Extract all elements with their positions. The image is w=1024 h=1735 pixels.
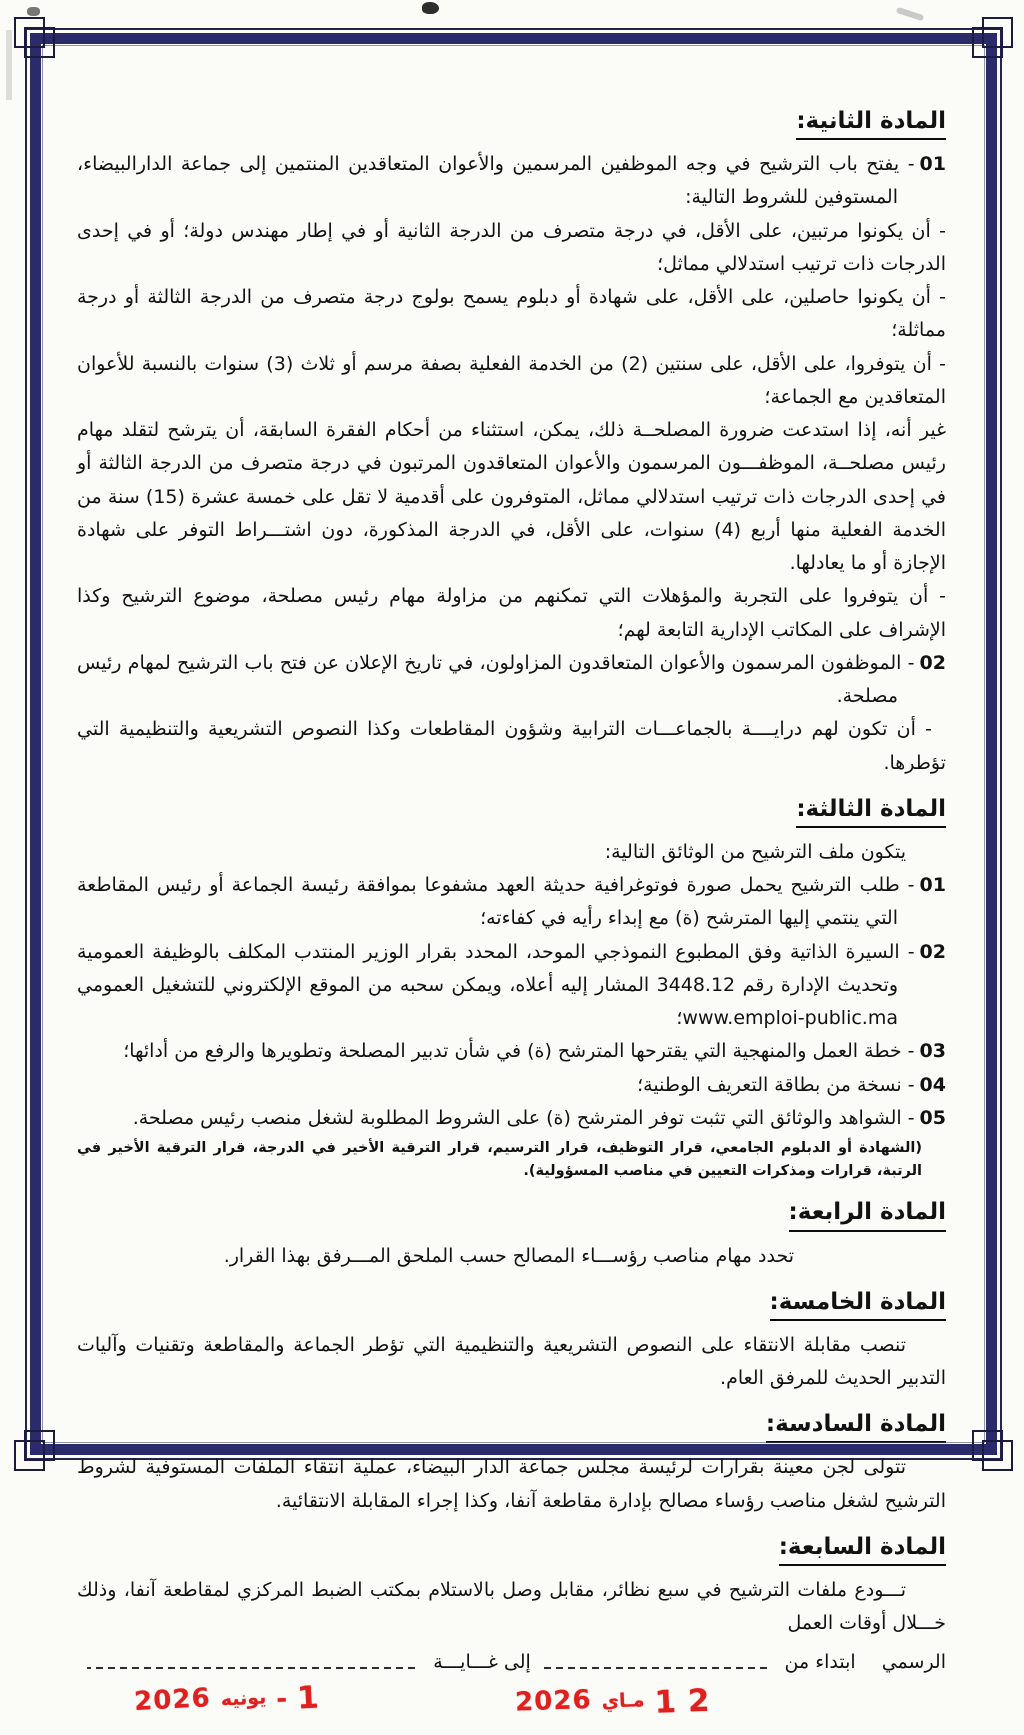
article-section-2 — [77, 106, 946, 780]
article-section-7 — [77, 1532, 946, 1721]
paragraph: - أن يكونوا مرتبين، على الأقل، في درجة متصرف من الدرجة الثانية أو في إطار مهندس دولة؛ أو في إحدى الدرجات ذات ترتيب استدلالي مماثل؛ — [77, 219, 946, 275]
paragraph: تنصب مقابلة الانتقاء على النصوص التشريعية والتنظيمية التي تؤطر الجماعة والمقاطعة وتقنيات وآليات التدبير الحديث للمرفق العام. — [77, 1333, 946, 1390]
corner-ornament — [972, 27, 1003, 58]
paragraph: 04- نسخة من بطاقة التعريف الوطنية؛ — [637, 1073, 946, 1096]
paragraph: - أن يتوفروا، على الأقل، على سنتين (2) من الخدمة الفعلية بصفة مرسم أو ثلاث (3) سنوات بالنسبة للأعوان المتعاقدين مع الجماعة؛ — [77, 352, 947, 408]
paragraph: تحدد مهام مناصب رؤســـاء المصالح حسب الملحق المـــرفق بهذا القرار. — [223, 1244, 794, 1267]
paragraph: 02- السيرة الذاتية وفق المطبوع النموذجي الموحد، المحدد بقرار الوزير المنتدب المكلف بالوظيفة العمومية وتحديث الإدارة رقم 3448.12 المشار إليه أعلاه، ويمكن سحبه من الموقع الإلكتروني للتشغيل العمومي www.emploi-public.ma؛ — [77, 940, 946, 1030]
paragraph: غير أنه، إذا استدعت ضرورة المصلحــة ذلك، يمكن، استثناء من أحكام الفقرة السابقة، أن يترشح لتقلد مهام رئيس مصلحــة، الموظفـــون المرسمون والأعوان المتعاقدون المرتبون في درجة متصرف من الدرجة الثالثة أو في إحدى الدرجات ذات ترتيب استدلالي مماثل، المتوفرون على أقدمية لا تقل على خمسة عشرة (15) سنة من الخدمة الفعلية منها أربع (4) سنوات، على الأقل، في الدرجة المذكورة، دون اشتـــراط التوفر على شهادة الإجازة أو ما يعادلها. — [77, 419, 946, 575]
paragraph: 05- الشواهد والوثائق التي تثبت توفر المترشح (ة) على الشروط المطلوبة لشغل منصب رئيس مصلحة. — [132, 1106, 946, 1129]
corner-ornament — [972, 1430, 1003, 1461]
paragraph: 03- خطة العمل والمنهجية التي يقترحها المترشح (ة) في شأن تدبير المصلحة وتطويرها والرفع من أدائها؛ — [123, 1040, 946, 1063]
article-section-3 — [77, 794, 946, 1184]
dashed-blank-to — [87, 1667, 415, 1718]
corner-ornament — [24, 1430, 55, 1461]
item-number: 05 — [919, 1106, 946, 1129]
date-stamp-from — [514, 1666, 722, 1727]
paragraph: تتولى لجن معينة بقرارات لرئيسة مجلس جماعة الدار البيضاء، عملية انتقاء الملفات المستوفية لشروط الترشيح لشغل مناصب رؤساء مصالح بإدارة مقاطعة آنفا، وكذا إجراء المقابلة الانتقائية. — [77, 1456, 946, 1512]
documents-note: (الشهادة أو الدبلوم الجامعي، قرار التوظيف، قرار الترسيم، قرار الترقية الأخير في الدرجة، قرار الترقية الأخير في الرتبة، قرارات ومذكرات التعيين في مناصب المسؤولية). — [77, 1140, 922, 1180]
item-number: 02 — [919, 651, 946, 674]
paragraph: - أن تكون لهم درايــــة بالجماعـــات الترابية وشؤون المقاطعات وكذا النصوص التشريعية والتنظيمية التي تؤطرها. — [77, 718, 946, 774]
article-section-5 — [77, 1287, 946, 1396]
stamp-month: مـاي — [601, 1689, 646, 1713]
dateline-from-label: ابتداء من — [784, 1651, 856, 1674]
stamp-year: 2026 — [133, 1683, 212, 1718]
paragraph: - أن يتوفروا على التجربة والمؤهلات التي تمكنهم من مزاولة مهام رئيس مصلحة، موضوع الترشيح وكذا الإشراف على المكاتب الإدارية التابعة لهم؛ — [77, 585, 946, 641]
item-number: 03 — [919, 1040, 946, 1063]
article-section-6 — [77, 1409, 946, 1518]
item-number: 04 — [919, 1073, 946, 1096]
paragraph: تـــودع ملفات الترشيح في سبع نظائر، مقابل وصل بالاستلام بمكتب الضبط المركزي لمقاطعة آنفا، وذلك خـــلال أوقات العمل — [77, 1578, 946, 1635]
article-section-4 — [77, 1197, 946, 1272]
paragraph: 01- طلب الترشيح يحمل صورة فوتوغرافية حديثة العهد مشفوعا بموافقة رئيسة الجماعة أو رئيس المقاطعة التي ينتمي إليها المترشح (ة) مع إبداء رأيه في كفاءته؛ — [77, 874, 946, 930]
scan-artifact — [6, 30, 12, 100]
paragraph: 02- الموظفون المرسمون والأعوان المتعاقدون المزاولون، في تاريخ الإعلان عن فتح باب الترشيح لمهام رئيس مصلحة. — [77, 651, 946, 708]
article-heading: المادة الثالثة: — [77, 794, 946, 828]
dateline-to-label: إلى غـــايـــة — [433, 1651, 531, 1674]
dateline-lead: الرسمي — [881, 1651, 946, 1674]
article-heading: المادة الخامسة: — [77, 1287, 946, 1321]
scan-artifact — [422, 2, 439, 14]
article-heading: المادة الرابعة: — [77, 1197, 946, 1231]
item-number: 02 — [919, 940, 946, 963]
article-heading: المادة السابعة: — [77, 1532, 946, 1566]
scan-artifact — [27, 7, 40, 16]
scan-artifact — [896, 7, 924, 21]
item-number: 01 — [919, 153, 946, 176]
decorative-border-frame — [30, 33, 997, 1721]
stamp-year: 2026 — [514, 1684, 593, 1718]
stamp-day: 12 — [654, 1682, 723, 1721]
stamp-separator: - — [275, 1684, 288, 1715]
corner-ornament — [24, 27, 55, 58]
article-heading: المادة السادسة: — [77, 1409, 946, 1443]
document-body — [41, 44, 986, 1721]
stamp-day: 1 — [295, 1678, 332, 1717]
paragraph: - أن يكونوا حاصلين، على الأقل، على شهادة أو دبلوم يسمح بولوج درجة متصرف من الدرجة الثالثة أو درجة مماثلة؛ — [77, 286, 946, 342]
paragraph: يتكون ملف الترشيح من الوثائق التالية: — [604, 840, 906, 863]
submission-dateline — [77, 1646, 946, 1721]
dashed-blank-from — [514, 1667, 767, 1721]
article-heading: المادة الثانية: — [77, 106, 946, 140]
date-stamp-to — [132, 1663, 331, 1727]
paragraph: 01- يفتح باب الترشيح في وجه الموظفين المرسمين والأعوان المتعاقدين المنتمين إلى جماعة الدارالبيضاء، المستوفين للشروط التالية: — [77, 153, 946, 209]
stamp-month: يونيه — [219, 1686, 267, 1711]
item-number: 01 — [919, 874, 946, 897]
